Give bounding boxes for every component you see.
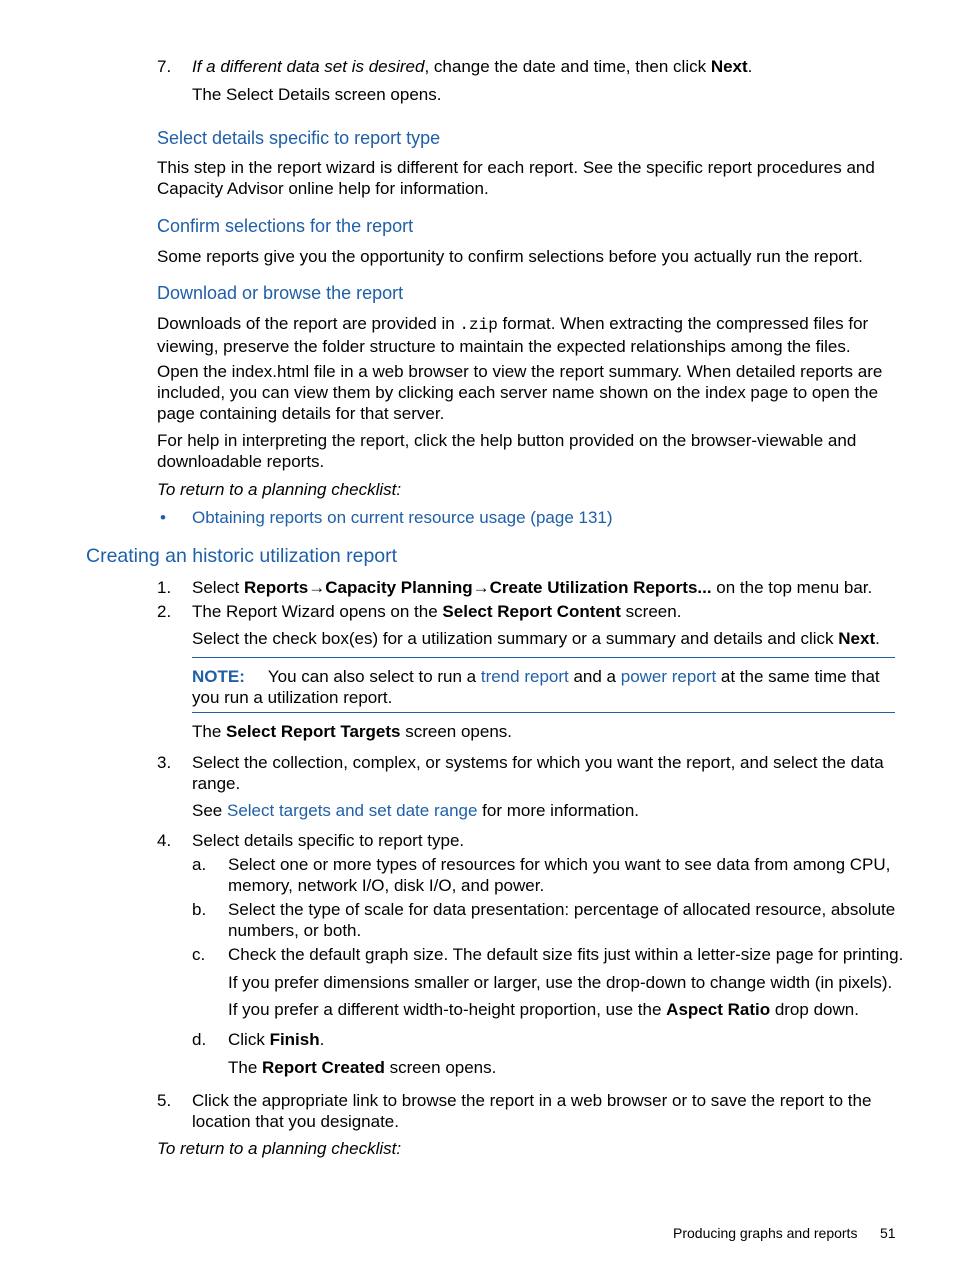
next-bold: Next (710, 57, 748, 76)
zip-code: .zip (459, 316, 498, 334)
step-text (192, 56, 932, 77)
text-part: on the top menu bar. (711, 578, 873, 597)
text-part: The (192, 722, 227, 741)
bold-part: Finish (269, 1030, 320, 1049)
text-part: and a (568, 667, 621, 686)
text-part: If you prefer a different width-to-height proportion, use the (228, 1000, 667, 1019)
substep-label: c. (192, 945, 206, 964)
select-targets-link[interactable]: Select targets and set date range (226, 801, 478, 820)
bold-part: Select Report Targets (226, 722, 401, 741)
text-part: drop down. (770, 1000, 859, 1019)
text-part: Downloads of the report are provided in (157, 314, 460, 333)
step-text (192, 628, 897, 649)
text-part: format. When extracting the compressed files for viewing, preserve the folder structure to maintain the expected relationships among the files. (157, 314, 869, 356)
step-text (192, 800, 932, 821)
step-number: 1. (157, 578, 172, 597)
substep-text (228, 1029, 896, 1050)
step-result: The Select Details screen opens. (192, 85, 442, 104)
menu-capacity-planning: Capacity Planning (325, 578, 473, 597)
menu-create-utilization: Create Utilization Reports... (489, 578, 712, 597)
trend-report-link[interactable]: trend report (480, 667, 569, 686)
return-label (157, 1138, 897, 1159)
body-text (157, 313, 897, 357)
bold-part: Select Report Content (442, 602, 621, 621)
step-number: 4. (157, 831, 172, 850)
return-italic: To return to a planning checklist: (157, 480, 402, 499)
step-number: 7. (157, 57, 172, 76)
note-label: NOTE: (192, 667, 245, 686)
substep-label: b. (192, 900, 207, 919)
body-text: Some reports give you the opportunity to confirm selections before you actually run the report. (157, 247, 863, 266)
power-report-link[interactable]: power report (620, 667, 717, 686)
main-heading: Creating an historic utilization report (86, 545, 398, 567)
step-text (192, 601, 932, 622)
step-number: 5. (157, 1091, 172, 1110)
text-part: Select (192, 578, 244, 597)
section-heading: Confirm selections for the report (157, 216, 414, 236)
bold-part: Aspect Ratio (666, 1000, 771, 1019)
section-heading: Select details specific to report type (157, 128, 441, 148)
step-text: Click the appropriate link to browse the report in a web browser or to save the report to the location that you designate. (192, 1091, 872, 1131)
footer-title: Producing graphs and reports (673, 1225, 858, 1241)
substep-text: Select one or more types of resources for which you want to see data from among CPU, memory, network I/O, disk I/O, and power. (228, 855, 891, 895)
page-number: 51 (880, 1225, 896, 1241)
section-heading: Download or browse the report (157, 283, 404, 303)
note-bottom-rule (192, 712, 895, 713)
text-part: at the same time that you run a utilization report. (192, 667, 880, 707)
text-part: Select the check box(es) for a utilization summary or a summary and details and click (192, 629, 839, 648)
text-part: screen opens. (400, 722, 513, 741)
step-text: Select the collection, complex, or systems for which you want the report, and select the data range. (192, 753, 884, 793)
text-part: . (319, 1030, 325, 1049)
note-top-rule (192, 657, 895, 658)
bold-part: Report Created (262, 1058, 385, 1077)
step-number: 2. (157, 602, 172, 621)
step-text-part: , change the date and time, then click (424, 57, 711, 76)
body-text: Open the index.html file in a web browser to view the report summary. When detailed reports are included, you can view them by clicking each server name shown on the index page to open the page containing details for that server. (157, 362, 883, 423)
substep-text: Select the type of scale for data presentation: percentage of allocated resource, absolute numbers, or both. (228, 900, 896, 940)
text-part: . (875, 629, 880, 648)
step-italic: If a different data set is desired (192, 57, 425, 76)
text-part: screen. (620, 602, 682, 621)
substep-text (228, 1057, 896, 1078)
arrow-icon: → (308, 578, 326, 597)
step-text: Select details specific to report type. (192, 831, 465, 850)
period: . (747, 57, 753, 76)
substep-text (228, 999, 908, 1020)
menu-reports: Reports (243, 578, 309, 597)
text-part: Click (228, 1030, 270, 1049)
body-text: For help in interpreting the report, click the help button provided on the browser-viewable and downloadable reports. (157, 431, 857, 471)
text-part: screen opens. (384, 1058, 497, 1077)
note-text (192, 666, 892, 708)
arrow-icon: → (472, 578, 490, 597)
substep-label: d. (192, 1030, 207, 1049)
text-part: You can also select to run a (267, 667, 481, 686)
body-text: This step in the report wizard is different for each report. See the specific report procedures and Capacity Advisor online help for information. (157, 158, 875, 198)
bullet: • (160, 508, 166, 527)
return-label (157, 479, 897, 500)
substep-text: If you prefer dimensions smaller or larger, use the drop-down to change width (in pixels). (228, 973, 893, 992)
text-part: The Report Wizard opens on the (192, 602, 443, 621)
step-text (192, 721, 932, 742)
return-italic: To return to a planning checklist: (157, 1139, 402, 1158)
text-part: for more information. (477, 801, 639, 820)
step-number: 3. (157, 753, 172, 772)
step-text (192, 577, 932, 598)
text-part: The (228, 1058, 263, 1077)
substep-label: a. (192, 855, 207, 874)
text-part: See (192, 801, 227, 820)
checklist-link[interactable]: Obtaining reports on current resource usage (page 131) (192, 508, 613, 527)
bold-part: Next (838, 629, 876, 648)
substep-text: Check the default graph size. The default size fits just within a letter-size page for printing. (228, 945, 904, 964)
